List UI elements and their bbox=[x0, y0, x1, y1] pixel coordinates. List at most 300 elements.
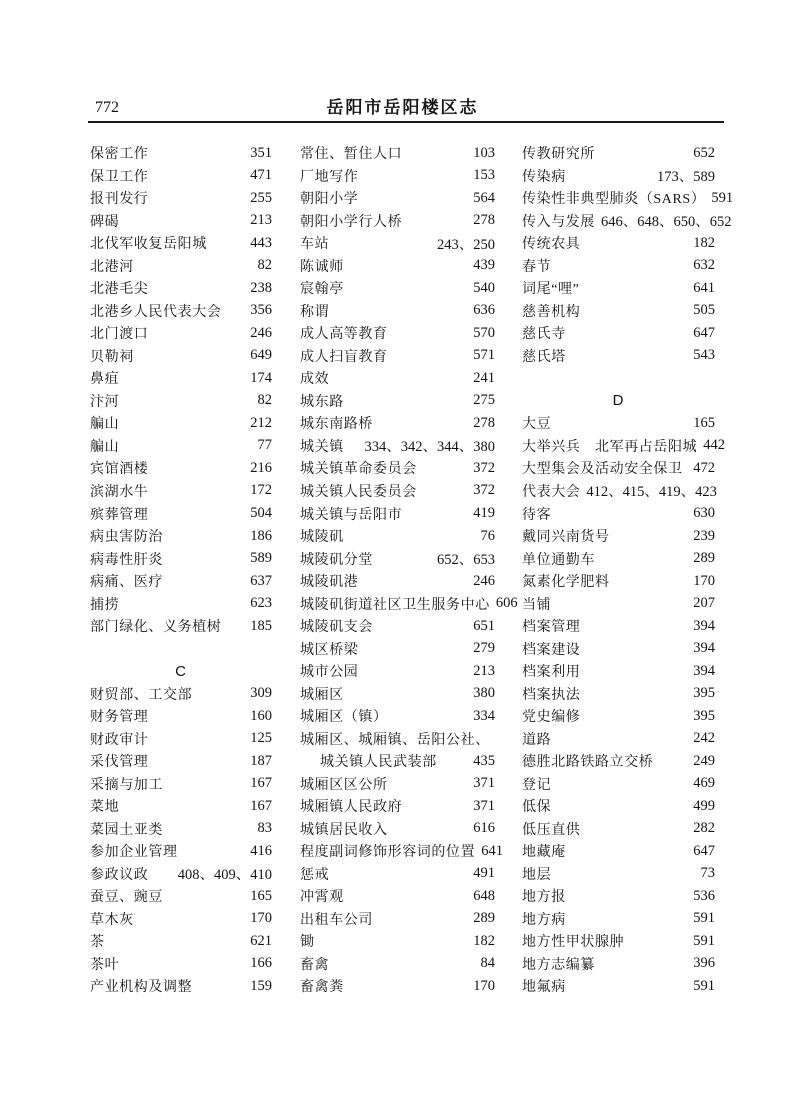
entry-term: 城厢区（镇） bbox=[300, 710, 388, 726]
index-entry bbox=[90, 502, 272, 525]
entry-term: 成效 bbox=[300, 372, 330, 388]
page-number: 772 bbox=[95, 99, 119, 116]
entry-term: 惩戒 bbox=[300, 867, 330, 883]
entry-term: 北港毛尖 bbox=[90, 282, 149, 298]
entry-pages: 77 bbox=[257, 437, 272, 454]
entry-pages: 165 bbox=[693, 414, 715, 431]
entry-term: 病痛、医疗 bbox=[90, 575, 163, 591]
entry-term: 部门绿化、义务植树 bbox=[90, 620, 222, 636]
index-entry bbox=[300, 727, 495, 750]
entry-term: 保卫工作 bbox=[90, 169, 149, 185]
entry-term: 传教研究所 bbox=[522, 147, 595, 163]
entry-term: 北港乡人民代表大会 bbox=[90, 304, 222, 320]
entry-term: 菜园土亚类 bbox=[90, 822, 163, 838]
entry-term: 低压直供 bbox=[522, 822, 581, 838]
entry-term: 称谓 bbox=[300, 304, 330, 320]
entry-pages: 213 bbox=[473, 662, 495, 679]
entry-term: 艑山 bbox=[90, 439, 120, 455]
entry-term: 财贸部、工交部 bbox=[90, 687, 193, 703]
index-entry bbox=[300, 322, 495, 345]
entry-term: 大豆 bbox=[522, 417, 552, 433]
index-entry bbox=[300, 682, 495, 705]
entry-term: 成人高等教育 bbox=[300, 327, 388, 343]
entry-term: 传统农具 bbox=[522, 237, 581, 253]
entry-term: 茶叶 bbox=[90, 957, 120, 973]
entry-pages: 356 bbox=[250, 302, 272, 319]
index-entry bbox=[90, 412, 272, 435]
entry-pages: 499 bbox=[693, 797, 715, 814]
entry-pages: 647 bbox=[693, 324, 715, 341]
entry-pages: 170 bbox=[693, 572, 715, 589]
entry-term: 大型集会及活动安全保卫 bbox=[522, 462, 683, 478]
entry-pages: 621 bbox=[250, 932, 272, 949]
entry-pages: 564 bbox=[473, 189, 495, 206]
entry-pages: 591 bbox=[693, 977, 715, 994]
entry-term: 城关镇革命委员会 bbox=[300, 462, 417, 478]
entry-term: 城厢区、城厢镇、岳阳公社、 bbox=[300, 732, 490, 748]
entry-pages: 212 bbox=[250, 414, 272, 431]
index-entry bbox=[90, 142, 272, 165]
entry-term: 城区桥梁 bbox=[300, 642, 359, 658]
entry-term: 城关镇 bbox=[300, 439, 344, 455]
index-entry bbox=[522, 727, 715, 750]
index-entry bbox=[522, 840, 715, 863]
entry-pages: 182 bbox=[693, 234, 715, 251]
entry-pages: 471 bbox=[250, 167, 272, 184]
entry-term: 档案执法 bbox=[522, 687, 581, 703]
entry-pages: 591 bbox=[711, 189, 734, 206]
index-entry bbox=[522, 435, 725, 458]
entry-pages: 309 bbox=[250, 685, 272, 702]
entry-term: 慈氏塔 bbox=[522, 349, 566, 365]
index-entry bbox=[300, 480, 495, 503]
entry-pages: 241 bbox=[473, 369, 495, 386]
index-entry bbox=[300, 502, 495, 525]
entry-pages: 351 bbox=[250, 144, 272, 161]
entry-pages: 395 bbox=[693, 707, 715, 724]
entry-term: 道路 bbox=[522, 732, 552, 748]
index-entry bbox=[300, 187, 495, 210]
index-entry bbox=[522, 345, 715, 368]
entry-pages: 170 bbox=[250, 910, 272, 927]
entry-term: 茶 bbox=[90, 935, 105, 951]
index-entry bbox=[300, 795, 495, 818]
entry-pages: 173、589 bbox=[657, 169, 715, 186]
entry-pages: 632 bbox=[693, 257, 715, 274]
entry-pages: 652 bbox=[693, 144, 715, 161]
index-entry bbox=[522, 277, 715, 300]
index-entry bbox=[300, 817, 495, 840]
entry-pages: 242 bbox=[693, 730, 715, 747]
entry-term: 城东南路桥 bbox=[300, 417, 373, 433]
entry-pages: 419 bbox=[473, 505, 495, 521]
entry-term: 朝阳小学 bbox=[300, 192, 359, 208]
entry-term: 滨湖水牛 bbox=[90, 484, 149, 500]
blank-row bbox=[90, 637, 272, 660]
entry-pages: 84 bbox=[480, 955, 495, 972]
entry-term: 出租车公司 bbox=[300, 912, 373, 928]
entry-term: 碑碣 bbox=[90, 214, 120, 230]
section-header: D bbox=[612, 392, 625, 410]
entry-term: 德胜北路铁路立交桥 bbox=[522, 755, 654, 771]
section-header: C bbox=[175, 662, 187, 680]
index-entry bbox=[300, 277, 495, 300]
entry-term: 当铺 bbox=[522, 597, 552, 613]
entry-pages: 186 bbox=[250, 527, 272, 544]
entry-term: 北门渡口 bbox=[90, 327, 149, 343]
entry-pages: 491 bbox=[473, 865, 495, 882]
entry-term: 捕捞 bbox=[90, 597, 120, 613]
entry-pages: 630 bbox=[693, 505, 715, 521]
entry-pages: 238 bbox=[250, 279, 272, 296]
entry-term: 城厢区 bbox=[300, 687, 344, 703]
entry-pages: 439 bbox=[473, 257, 495, 274]
entry-pages: 213 bbox=[250, 212, 272, 229]
index-entry bbox=[522, 480, 715, 503]
entry-pages: 648 bbox=[473, 887, 495, 904]
index-entry bbox=[90, 322, 272, 345]
entry-term: 城厢区区公所 bbox=[300, 777, 388, 793]
entry-pages: 395 bbox=[693, 685, 715, 702]
index-entry bbox=[522, 750, 715, 773]
index-entry bbox=[90, 277, 272, 300]
entry-pages: 246 bbox=[473, 572, 495, 589]
index-entry bbox=[300, 840, 503, 863]
entry-pages: 472 bbox=[693, 459, 715, 476]
index-entry bbox=[90, 480, 272, 503]
entry-term: 草木灰 bbox=[90, 912, 134, 928]
index-entry bbox=[300, 930, 495, 953]
entry-term: 地方志编纂 bbox=[522, 957, 595, 973]
entry-term: 鼻疽 bbox=[90, 372, 120, 388]
entry-term: 陈诚师 bbox=[300, 259, 344, 275]
index-entry bbox=[90, 750, 272, 773]
entry-term: 慈氏寺 bbox=[522, 327, 566, 343]
entry-pages: 166 bbox=[250, 955, 272, 972]
index-entry bbox=[90, 187, 272, 210]
entry-term: 待客 bbox=[522, 507, 552, 523]
index-entry bbox=[90, 547, 272, 570]
entry-pages: 82 bbox=[257, 392, 272, 409]
index-entry bbox=[300, 660, 495, 683]
entry-pages: 591 bbox=[693, 932, 715, 949]
index-entry bbox=[522, 322, 715, 345]
entry-pages: 394 bbox=[693, 640, 715, 657]
index-entry bbox=[90, 682, 272, 705]
index-entry bbox=[300, 457, 495, 480]
entry-term: 城关镇与岳阳市 bbox=[300, 507, 403, 523]
entry-pages: 371 bbox=[473, 775, 495, 792]
entry-term: 传染病 bbox=[522, 169, 566, 185]
index-entry bbox=[300, 750, 495, 773]
index-entry bbox=[90, 705, 272, 728]
entry-term: 代表大会 bbox=[522, 484, 581, 500]
index-entry bbox=[300, 615, 495, 638]
entry-term: 采摘与加工 bbox=[90, 777, 163, 793]
entry-pages: 636 bbox=[473, 302, 495, 319]
index-entry bbox=[522, 570, 715, 593]
index-entry bbox=[522, 660, 715, 683]
entry-term: 财政审计 bbox=[90, 732, 149, 748]
index-entry bbox=[522, 795, 715, 818]
entry-term: 城陵矶 bbox=[300, 530, 344, 546]
entry-pages: 83 bbox=[257, 820, 272, 837]
entry-pages: 589 bbox=[250, 550, 272, 567]
index-entry bbox=[300, 885, 495, 908]
blank-row bbox=[522, 367, 715, 390]
entry-pages: 249 bbox=[693, 752, 715, 769]
index-entry bbox=[90, 210, 272, 233]
entry-term: 蚕豆、豌豆 bbox=[90, 890, 163, 906]
index-entry bbox=[90, 300, 272, 323]
entry-term: 慈善机构 bbox=[522, 304, 581, 320]
entry-term: 宸翰亭 bbox=[300, 282, 344, 298]
entry-pages: 76 bbox=[480, 527, 495, 544]
entry-pages: 396 bbox=[693, 955, 715, 972]
entry-pages: 649 bbox=[250, 347, 272, 364]
entry-pages: 416 bbox=[250, 842, 272, 859]
entry-pages: 172 bbox=[250, 482, 272, 499]
index-entry bbox=[522, 885, 715, 908]
entry-term: 艑山 bbox=[90, 417, 120, 433]
entry-pages: 275 bbox=[473, 392, 495, 409]
entry-pages: 255 bbox=[250, 189, 272, 206]
entry-term: 城关镇人民武装部 bbox=[320, 755, 437, 771]
entry-term: 登记 bbox=[522, 777, 552, 793]
entry-pages: 591 bbox=[693, 910, 715, 927]
entry-term: 单位通勤车 bbox=[522, 552, 595, 568]
index-entry bbox=[90, 953, 272, 976]
entry-term: 城陵矶支会 bbox=[300, 620, 373, 636]
index-entry bbox=[522, 682, 715, 705]
index-entry bbox=[522, 525, 715, 548]
entry-term: 低保 bbox=[522, 800, 552, 816]
entry-term: 采伐管理 bbox=[90, 755, 149, 771]
index-entry bbox=[300, 525, 495, 548]
header-rule bbox=[88, 121, 724, 123]
entry-term: 地氟病 bbox=[522, 980, 566, 996]
index-entry bbox=[90, 615, 272, 638]
entry-term: 宾馆酒楼 bbox=[90, 462, 149, 478]
index-entry bbox=[90, 570, 272, 593]
index-entry bbox=[522, 300, 715, 323]
entry-term: 城陵矶港 bbox=[300, 575, 359, 591]
entry-pages: 165 bbox=[250, 887, 272, 904]
index-entry bbox=[300, 345, 495, 368]
entry-pages: 289 bbox=[473, 910, 495, 927]
entry-term: 档案管理 bbox=[522, 620, 581, 636]
entry-term: 畜禽 bbox=[300, 957, 330, 973]
index-entry bbox=[522, 142, 715, 165]
index-entry bbox=[522, 975, 715, 998]
entry-pages: 167 bbox=[250, 775, 272, 792]
entry-term: 地方性甲状腺肿 bbox=[522, 935, 625, 951]
entry-pages: 73 bbox=[700, 865, 715, 882]
index-entry bbox=[522, 908, 715, 931]
entry-pages: 170 bbox=[473, 977, 495, 994]
entry-pages: 380 bbox=[473, 685, 495, 702]
entry-term: 氮素化学肥料 bbox=[522, 575, 610, 591]
entry-pages: 570 bbox=[473, 324, 495, 341]
entry-pages: 182 bbox=[473, 932, 495, 949]
entry-pages: 334 bbox=[473, 707, 495, 724]
index-entry bbox=[90, 975, 272, 998]
index-entry bbox=[90, 165, 272, 188]
entry-pages: 246 bbox=[250, 324, 272, 341]
entry-pages: 239 bbox=[693, 527, 715, 544]
index-entry bbox=[522, 232, 715, 255]
index-entry bbox=[90, 457, 272, 480]
entry-term: 城东路 bbox=[300, 394, 344, 410]
entry-pages: 543 bbox=[693, 347, 715, 364]
entry-term: 大举兴兵 北军再占岳阳城 bbox=[522, 439, 698, 455]
index-entry bbox=[90, 885, 272, 908]
index-entry bbox=[522, 637, 715, 660]
index-entry bbox=[90, 255, 272, 278]
index-column-3 bbox=[522, 142, 734, 998]
entry-term: 城陵矶街道社区卫生服务中心 bbox=[300, 597, 490, 613]
index-entry bbox=[300, 637, 495, 660]
entry-pages: 408、409、410 bbox=[177, 867, 272, 884]
entry-pages: 469 bbox=[693, 775, 715, 792]
index-entry bbox=[300, 592, 518, 615]
index-entry bbox=[90, 525, 272, 548]
entry-term: 档案建设 bbox=[522, 642, 581, 658]
entry-pages: 243、250 bbox=[437, 236, 495, 253]
entry-term: 病毒性肝炎 bbox=[90, 552, 163, 568]
entry-pages: 289 bbox=[693, 550, 715, 567]
entry-pages: 504 bbox=[250, 505, 272, 521]
entry-term: 城关镇人民委员会 bbox=[300, 484, 417, 500]
entry-pages: 278 bbox=[473, 414, 495, 431]
entry-pages: 207 bbox=[693, 595, 715, 612]
entry-term: 殡葬管理 bbox=[90, 507, 149, 523]
index-entry bbox=[90, 863, 272, 886]
entry-pages: 125 bbox=[250, 730, 272, 747]
index-entry bbox=[300, 908, 495, 931]
entry-pages: 159 bbox=[250, 977, 272, 994]
entry-pages: 372 bbox=[473, 459, 495, 476]
entry-term: 报刊发行 bbox=[90, 192, 149, 208]
entry-term: 程度副词修饰形容词的位置 bbox=[300, 845, 476, 861]
entry-pages: 505 bbox=[693, 302, 715, 319]
entry-term: 车站 bbox=[300, 237, 330, 253]
entry-pages: 82 bbox=[257, 257, 272, 274]
index-entry bbox=[300, 390, 495, 413]
entry-term: 锄 bbox=[300, 935, 315, 951]
entry-pages: 412、415、419、423 bbox=[586, 484, 717, 501]
index-entry bbox=[300, 570, 495, 593]
entry-pages: 216 bbox=[250, 459, 272, 476]
index-entry bbox=[300, 975, 495, 998]
entry-term: 传染性非典型肺炎（SARS） bbox=[522, 192, 706, 208]
entry-term: 戴同兴南货号 bbox=[522, 530, 610, 546]
entry-term: 档案利用 bbox=[522, 665, 581, 681]
entry-term: 财务管理 bbox=[90, 710, 149, 726]
index-entry bbox=[522, 772, 715, 795]
index-entry bbox=[90, 435, 272, 458]
entry-term: 厂地写作 bbox=[300, 169, 359, 185]
book-title: 岳阳市岳阳楼区志 bbox=[326, 98, 479, 117]
entry-pages: 153 bbox=[473, 167, 495, 184]
entry-term: 城厢镇人民政府 bbox=[300, 800, 403, 816]
index-entry bbox=[522, 953, 715, 976]
index-entry bbox=[522, 457, 715, 480]
entry-term: 地方病 bbox=[522, 912, 566, 928]
index-entry bbox=[522, 547, 715, 570]
index-entry bbox=[300, 142, 495, 165]
index-entry bbox=[90, 232, 272, 255]
entry-term: 北伐军收复岳阳城 bbox=[90, 237, 207, 253]
entry-pages: 540 bbox=[473, 279, 495, 296]
entry-term: 病虫害防治 bbox=[90, 530, 163, 546]
index-entry bbox=[522, 930, 715, 953]
index-entry bbox=[90, 840, 272, 863]
entry-pages: 185 bbox=[250, 617, 272, 634]
entry-pages: 435 bbox=[473, 752, 495, 769]
entry-term: 贝勒祠 bbox=[90, 349, 134, 365]
entry-term: 朝阳小学行人桥 bbox=[300, 214, 403, 230]
entry-term: 北港河 bbox=[90, 259, 134, 275]
entry-pages: 334、342、344、380 bbox=[364, 439, 495, 456]
entry-pages: 160 bbox=[250, 707, 272, 724]
index-entry bbox=[90, 592, 272, 615]
entry-pages: 394 bbox=[693, 662, 715, 679]
index-entry bbox=[300, 435, 495, 458]
entry-pages: 372 bbox=[473, 482, 495, 499]
index-entry bbox=[90, 817, 272, 840]
index-entry bbox=[300, 367, 495, 390]
entry-pages: 536 bbox=[693, 887, 715, 904]
index-entry bbox=[522, 817, 715, 840]
entry-pages: 442 bbox=[703, 437, 725, 454]
entry-pages: 652、653 bbox=[437, 552, 495, 569]
entry-pages: 646、648、650、652 bbox=[601, 214, 732, 231]
index-entry bbox=[522, 615, 715, 638]
index-entry bbox=[90, 345, 272, 368]
index-entry bbox=[300, 165, 495, 188]
index-entry bbox=[300, 547, 495, 570]
entry-pages: 651 bbox=[473, 617, 495, 634]
entry-term: 词尾“哩” bbox=[522, 282, 580, 298]
entry-pages: 279 bbox=[473, 640, 495, 657]
entry-term: 汴河 bbox=[90, 394, 120, 410]
index-entry bbox=[300, 772, 495, 795]
entry-term: 地层 bbox=[522, 867, 552, 883]
index-entry bbox=[90, 727, 272, 750]
index-entry bbox=[300, 412, 495, 435]
entry-term: 常住、暂住人口 bbox=[300, 147, 403, 163]
entry-pages: 174 bbox=[250, 369, 272, 386]
entry-term: 冲霄观 bbox=[300, 890, 344, 906]
entry-pages: 571 bbox=[473, 347, 495, 364]
entry-pages: 103 bbox=[473, 144, 495, 161]
index-entry bbox=[522, 705, 715, 728]
index-entry bbox=[300, 232, 495, 255]
index-entry bbox=[90, 930, 272, 953]
index-entry bbox=[300, 255, 495, 278]
index-entry bbox=[300, 953, 495, 976]
index-entry bbox=[522, 255, 715, 278]
entry-pages: 637 bbox=[250, 572, 272, 589]
entry-term: 地方报 bbox=[522, 890, 566, 906]
entry-pages: 187 bbox=[250, 752, 272, 769]
entry-term: 菜地 bbox=[90, 800, 120, 816]
entry-term: 地藏庵 bbox=[522, 845, 566, 861]
entry-term: 党史编修 bbox=[522, 710, 581, 726]
entry-term: 成人扫盲教育 bbox=[300, 349, 388, 365]
index-entry bbox=[300, 210, 495, 233]
